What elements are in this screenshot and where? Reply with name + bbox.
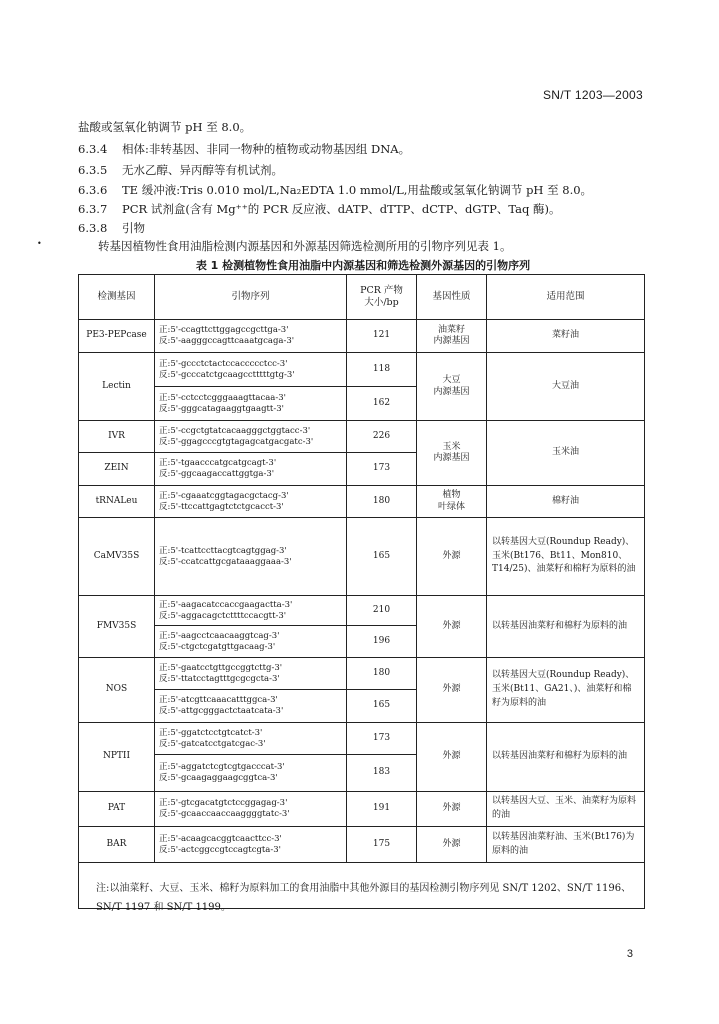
scope-cell: 棉籽油 [487, 486, 645, 518]
primer-cell: 正:5'-tcattccttacgtcagtggag-3' 反:5'-ccatcattgcgataaaggaaa-3' [155, 518, 347, 596]
nature-cell: 外源 [417, 596, 487, 658]
size-cell: 165 [347, 518, 417, 596]
header-nature: 基因性质 [417, 275, 487, 320]
header-primer: 引物序列 [155, 275, 347, 320]
clause-text: 引物 [122, 221, 145, 235]
table-row [79, 320, 645, 353]
primer-cell: 正:5'-aggatctcgtcgtgacccat-3' 反:5'-gcaagaggaagcggtca-3' [155, 755, 347, 792]
table-row [79, 658, 645, 690]
size-cell: 226 [347, 421, 417, 453]
nature-cell: 外源 [417, 658, 487, 723]
primer-cell: 正:5'-atcgttcaaacatttggca-3' 反:5'-attgcgggactctaatcata-3' [155, 690, 347, 723]
table-note: 注:以油菜籽、大豆、玉米、棉籽为原料加工的食用油脂中其他外源目的基因检测引物序列见 SN/T 1202、SN/T 1196、SN/T 1197 和 SN/T 1199。 [96, 883, 632, 913]
table-row [79, 518, 645, 596]
size-cell: 196 [347, 626, 417, 658]
size-cell: 173 [347, 723, 417, 755]
gene-cell: PAT [79, 792, 155, 827]
clause-6-3-7 [78, 201, 561, 217]
clause-number: 6.3.7 [78, 202, 108, 216]
table-row [79, 421, 645, 453]
clause-text: TE 缓冲液:Tris 0.010 mol/L,Na₂EDTA 1.0 mmol/L,用盐酸或氢氧化钠调节 pH 至 8.0。 [122, 183, 593, 197]
primer-table [78, 274, 645, 909]
primer-cell: 正:5'-tgaacccatgcatgcagt-3' 反:5'-ggcaagaccattggtga-3' [155, 453, 347, 486]
clause-6-3-5 [78, 162, 283, 178]
primer-cell: 正:5'-ccagttcttggagccgcttga-3' 反:5'-aagggccagttcaaatgcaga-3' [155, 320, 347, 353]
primer-cell: 正:5'-aagacatccaccgaagactta-3' 反:5'-aggacagctcttttccacgtt-3' [155, 596, 347, 626]
size-cell: 118 [347, 353, 417, 387]
scope-cell: 以转基因大豆、玉米、油菜籽为原料的油 [487, 792, 645, 827]
scope-cell: 大豆油 [487, 353, 645, 421]
size-cell: 173 [347, 453, 417, 486]
clause-text: 相体:非转基因、非同一物种的植物或动物基因组 DNA。 [122, 142, 411, 156]
margin-dot: • [37, 239, 42, 248]
nature-cell: 大豆 内源基因 [417, 353, 487, 421]
clause-6-3-8 [78, 220, 145, 236]
size-cell: 175 [347, 827, 417, 863]
gene-cell: ZEIN [79, 453, 155, 486]
gene-cell: Lectin [79, 353, 155, 421]
nature-cell: 外源 [417, 518, 487, 596]
clause-6-3-4 [78, 141, 410, 157]
clause-6-3-6 [78, 182, 592, 198]
clause-text: 无水乙醇、异丙醇等有机试剂。 [122, 163, 283, 177]
table-row [79, 792, 645, 827]
gene-cell: CaMV35S [79, 518, 155, 596]
nature-cell: 油菜籽 内源基因 [417, 320, 487, 353]
scope-cell: 以转基因油菜籽和棉籽为原料的油 [487, 723, 645, 792]
clause-number: 6.3.4 [78, 142, 108, 156]
clause-number: 6.3.6 [78, 183, 108, 197]
header-gene: 检测基因 [79, 275, 155, 320]
header-size: PCR 产物 大小/bp [347, 275, 417, 320]
size-cell: 191 [347, 792, 417, 827]
table-row [79, 827, 645, 863]
scope-cell: 菜籽油 [487, 320, 645, 353]
size-cell: 165 [347, 690, 417, 723]
gene-cell: BAR [79, 827, 155, 863]
primer-cell: 正:5'-gccctctactccaccccctcc-3' 反:5'-gcccatctgcaagcctttttgtg-3' [155, 353, 347, 387]
gene-cell: IVR [79, 421, 155, 453]
size-cell: 210 [347, 596, 417, 626]
table-row [79, 596, 645, 626]
primer-cell: 正:5'-cgaaatcggtagacgctacg-3' 反:5'-ttccattgagtctctgcacct-3' [155, 486, 347, 518]
header-scope: 适用范围 [487, 275, 645, 320]
size-cell: 121 [347, 320, 417, 353]
page-number: 3 [626, 948, 633, 960]
scope-cell: 以转基因大豆(Roundup Ready)、玉米(Bt176、Bt11、Mon810、T14/25)、油菜籽和棉籽为原料的油 [487, 518, 645, 596]
clause-text: PCR 试剂盒(含有 Mg⁺⁺的 PCR 反应液、dATP、dTTP、dCTP、dGTP、Taq 酶)。 [122, 202, 561, 216]
gene-cell: tRNALeu [79, 486, 155, 518]
table-caption: 表 1 检测植物性食用油脂中内源基因和筛选检测外源基因的引物序列 [195, 259, 531, 272]
scope-cell: 玉米油 [487, 421, 645, 486]
scope-cell: 以转基因油菜籽和棉籽为原料的油 [487, 596, 645, 658]
table-row [79, 486, 645, 518]
nature-cell: 外源 [417, 792, 487, 827]
gene-cell: FMV35S [79, 596, 155, 658]
primer-cell: 正:5'-cctcctcgggaaagttacaa-3' 反:5'-gggcatagaaggtgaagtt-3' [155, 387, 347, 421]
standard-number: SN/T 1203—2003 [542, 88, 643, 102]
gene-cell: NOS [79, 658, 155, 723]
scope-cell: 以转基因油菜籽油、玉米(Bt176)为原料的油 [487, 827, 645, 863]
nature-cell: 植物 叶绿体 [417, 486, 487, 518]
primer-cell: 正:5'-aagcctcaacaaggtcag-3' 反:5'-ctgctcgatgttgacaag-3' [155, 626, 347, 658]
table-row [79, 353, 645, 387]
table-row [79, 723, 645, 755]
size-cell: 162 [347, 387, 417, 421]
nature-cell: 外源 [417, 827, 487, 863]
primer-cell: 正:5'-gtcgacatgtctccggagag-3' 反:5'-gcaaccaaccaaggggtatc-3' [155, 792, 347, 827]
primer-cell: 正:5'-acaagcacggtcaacttcc-3' 反:5'-actcggccgtccagtcgta-3' [155, 827, 347, 863]
primer-cell: 正:5'-ggatctcctgtcatct-3' 反:5'-gatcatcctgatcgac-3' [155, 723, 347, 755]
gene-cell: NPTII [79, 723, 155, 792]
nature-cell: 外源 [417, 723, 487, 792]
size-cell: 180 [347, 486, 417, 518]
clause-number: 6.3.5 [78, 163, 108, 177]
primer-cell: 正:5'-gaatcctgttgccggtcttg-3' 反:5'-ttatcctagtttgcgcgcta-3' [155, 658, 347, 690]
gene-cell: PE3-PEPcase [79, 320, 155, 353]
nature-cell: 玉米 内源基因 [417, 421, 487, 486]
size-cell: 183 [347, 755, 417, 792]
size-cell: 180 [347, 658, 417, 690]
body-line: 盐酸或氢氧化钠调节 pH 至 8.0。 [78, 120, 252, 134]
table-intro: 转基因植物性食用油脂检测内源基因和外源基因筛选检测所用的引物序列见表 1。 [98, 239, 512, 253]
table-header-row [79, 275, 645, 320]
clause-number: 6.3.8 [78, 221, 108, 235]
primer-cell: 正:5'-ccgctgtatcacaagggctggtacc-3' 反:5'-ggagcccgtgtagagcatgacgatc-3' [155, 421, 347, 453]
scope-cell: 以转基因大豆(Roundup Ready)、玉米(Bt11、GA21、)、油菜籽和棉籽为原料的油 [487, 658, 645, 723]
